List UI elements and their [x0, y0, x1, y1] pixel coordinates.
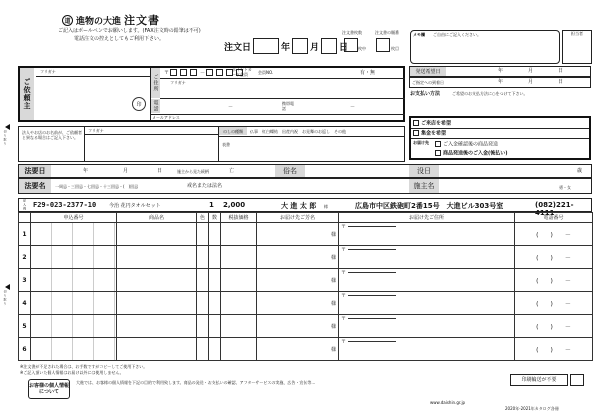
arrive-date-row	[409, 77, 591, 88]
recipient-input[interactable]	[257, 269, 339, 292]
postal-line	[348, 318, 396, 319]
row-number: 3	[19, 269, 31, 292]
payment-label: お支払い方法	[410, 91, 441, 97]
footer-note-2: ※ご記入頂いた個人情報はお届け以外には使用しません。	[20, 370, 124, 375]
payment-options	[409, 116, 591, 160]
row-number: 6	[19, 338, 31, 361]
ship-date-row	[409, 66, 591, 77]
copyright: 2020年-2021年カタログ各冊	[505, 406, 559, 411]
header-address: お届け先ご住所	[339, 213, 515, 223]
print-check-box[interactable]	[570, 374, 584, 386]
memorial-month: 月	[123, 168, 129, 174]
ship-year: 年	[498, 68, 504, 74]
row-number: 4	[19, 292, 31, 315]
row-number: 2	[19, 246, 31, 269]
postal-line	[348, 249, 396, 250]
arrive-year: 年	[498, 79, 504, 85]
postal-line	[348, 226, 396, 227]
price-input[interactable]	[221, 315, 257, 338]
price-input[interactable]	[221, 223, 257, 246]
apply-no-input[interactable]	[31, 269, 117, 292]
phone-input[interactable]: ( ) －	[515, 292, 593, 315]
apply-no-input[interactable]	[31, 338, 117, 361]
example-sama: 様	[324, 204, 328, 209]
option-cod[interactable]: 商品発送後のご入金(後払い)	[435, 150, 508, 157]
dec-mark: 亡	[229, 168, 235, 174]
memo-text: ご自由にご記入ください。	[433, 32, 481, 37]
sheet-seq-unit: 枚目	[391, 46, 399, 51]
option-cash[interactable]: ご来店を希望	[413, 120, 451, 127]
host-label: 施主名	[409, 179, 439, 193]
row-number: 1	[19, 223, 31, 246]
mobile-dash: －	[350, 104, 356, 110]
sheet-count-label: 注文書枚数	[342, 30, 362, 35]
qty-input[interactable]	[209, 292, 221, 315]
arrive-label: ご指定への到着日	[412, 80, 444, 85]
postal-mark: 〒	[164, 69, 170, 76]
phone-input[interactable]: ( ) －	[515, 246, 593, 269]
address-input[interactable]	[339, 246, 515, 269]
qty-input[interactable]	[209, 315, 221, 338]
death-date-label: 没日	[409, 165, 439, 177]
header-note-1: ご記入はボールペンでお願いします。(FAX注文時の鉛筆は不可)	[58, 28, 201, 34]
option-card[interactable]: ご入金確認後の商品発送	[435, 141, 498, 148]
brand-mark-icon: 道	[62, 15, 73, 26]
example-row	[18, 198, 592, 217]
memorial-year: 年	[83, 168, 89, 174]
customer-section-label: ご依頼主	[20, 68, 34, 120]
product-name-input[interactable]	[117, 246, 197, 269]
recipient-input[interactable]	[257, 338, 339, 361]
recipient-input[interactable]	[257, 246, 339, 269]
qty-input[interactable]	[209, 246, 221, 269]
recipient-input[interactable]	[257, 315, 339, 338]
product-name-input[interactable]	[117, 315, 197, 338]
postal-mark: 〒	[341, 339, 347, 345]
footer-note-1: ※注文書が不足された場合は、お手数ですがコピーしてご使用下さい。	[20, 364, 148, 369]
staff-label: 担当者	[571, 31, 583, 36]
example-price: 2,000	[223, 201, 246, 209]
secular-name-label: 俗名	[275, 165, 305, 177]
mobile-label: 携帯電話	[282, 101, 294, 111]
address-furigana: フリガナ	[170, 80, 186, 85]
payment-note: ご希望のお支払方法に○をつけて下さい。	[452, 91, 528, 96]
apply-no-input[interactable]	[31, 315, 117, 338]
address-input[interactable]	[339, 315, 515, 338]
color-input[interactable]	[197, 223, 209, 246]
qty-input[interactable]	[209, 338, 221, 361]
point-yn[interactable]: 有・無	[360, 70, 376, 76]
price-input[interactable]	[221, 269, 257, 292]
table-row	[19, 223, 593, 246]
postal-dash: －	[200, 69, 206, 76]
privacy-box: お客様の個人情報について	[28, 379, 70, 399]
point-card-label: ポイントカード会員	[232, 67, 252, 77]
order-date-label: 注文日	[224, 42, 252, 53]
site-url: www.daishin.gr.jp	[430, 400, 466, 405]
postal-mark: 〒	[341, 224, 347, 230]
product-name-input[interactable]	[117, 269, 197, 292]
sama-label: 様	[330, 323, 336, 330]
gender-label: 勇・女	[559, 185, 571, 190]
header-recipient: お届け先ご芳名	[257, 213, 339, 223]
order-year-input[interactable]	[253, 38, 279, 54]
memorial-name-label: 法要名	[19, 179, 51, 193]
example-code: F29-023-2377-10	[33, 201, 97, 209]
order-month-input[interactable]	[292, 38, 308, 54]
memorial-name-row	[18, 178, 592, 194]
ship-day: 日	[558, 68, 564, 74]
email-label: メールアドレス	[152, 115, 180, 120]
header-phone: 電話番号	[515, 213, 593, 223]
example-phone: (082)221-4111	[535, 201, 574, 217]
address-input[interactable]	[339, 269, 515, 292]
postal-mark: 〒	[341, 293, 347, 299]
table-row	[19, 292, 593, 315]
relation-label: 施主から見た続柄	[177, 169, 209, 174]
memo-label: メモ欄	[413, 32, 425, 37]
sama-label: 様	[330, 346, 336, 353]
table-row	[19, 315, 593, 338]
memo-box[interactable]	[410, 30, 560, 64]
memorial-row	[18, 164, 592, 178]
day-label: 日	[339, 42, 349, 53]
phone-input[interactable]: ( ) －	[515, 315, 593, 338]
memorial-day: 日	[157, 168, 163, 174]
table-row	[19, 246, 593, 269]
print-not-needed[interactable]: 印刷輪送が不要	[510, 374, 568, 386]
qty-input[interactable]	[209, 269, 221, 292]
table-header	[19, 213, 593, 223]
sama-label: 様	[330, 254, 336, 261]
cut-mark-top: 切り取り	[3, 130, 7, 146]
phone-dash: －	[228, 104, 234, 110]
postal-mark: 〒	[341, 270, 347, 276]
order-date	[224, 38, 348, 54]
arrow-left-icon	[5, 124, 10, 130]
sheet-seq-input[interactable]	[376, 38, 390, 52]
header-apply-no: 申込番号	[31, 213, 117, 223]
example-product: 今治 花円タオルセット	[109, 203, 161, 209]
year-label: 年	[281, 42, 291, 53]
sama-label: 様	[330, 300, 336, 307]
privacy-text: 大進では、お客様の個人情報を下記の目的で利用致します。商品の発送・お支払いの確認、アフターサービスの実施、広告・宣伝等…	[76, 380, 316, 385]
ship-date-label: 発送希望日	[410, 67, 446, 76]
price-input[interactable]	[221, 292, 257, 315]
sama-label: 様	[330, 277, 336, 284]
recipient-input[interactable]	[257, 292, 339, 315]
order-table	[18, 212, 592, 361]
table-row	[19, 338, 593, 361]
color-input[interactable]	[197, 292, 209, 315]
staff-box[interactable]	[562, 30, 592, 64]
precept-label: 戒名または法名	[187, 183, 223, 189]
address-input[interactable]	[339, 223, 515, 246]
address-input[interactable]	[339, 292, 515, 315]
table-row	[19, 269, 593, 292]
memorial-options[interactable]: 一周忌・三回忌・七回忌・十三回忌・( )回忌	[55, 184, 139, 189]
phone-input[interactable]: ( ) －	[515, 223, 593, 246]
option-bank[interactable]: 集金を希望	[413, 130, 446, 137]
header-product: 商品名	[117, 213, 197, 223]
noshi-label: のしの種類	[219, 127, 247, 135]
month-label: 月	[310, 42, 320, 53]
header-note-2: 電話注文の控えとしてもご利用下さい。	[74, 36, 165, 42]
example-qty: 1	[209, 201, 214, 209]
address-label: ご住所	[151, 68, 160, 98]
qty-input[interactable]	[209, 223, 221, 246]
postal-mark: 〒	[341, 316, 347, 322]
example-address: 広島市中区鉄砲町2番15号 大進ビル303号室	[355, 202, 504, 210]
postal-line	[348, 341, 396, 342]
memorial-date-label: 法要日	[19, 165, 51, 177]
page-title: 注文書	[124, 14, 161, 27]
apply-no-input[interactable]	[31, 292, 117, 315]
postal-mark: 〒	[341, 247, 347, 253]
seal-circle: 印	[132, 97, 146, 111]
example-label: 記入例	[22, 199, 27, 211]
address-input[interactable]	[339, 338, 515, 361]
phone-input[interactable]: ( ) －	[515, 338, 593, 361]
order-day-input[interactable]	[321, 38, 337, 54]
header-price: 税抜価格	[221, 213, 257, 223]
header-qty: 数	[209, 213, 221, 223]
product-name-input[interactable]	[117, 338, 197, 361]
postal-line	[348, 295, 396, 296]
product-name-input[interactable]	[117, 292, 197, 315]
delivery-label: お届け先	[413, 140, 429, 145]
color-input[interactable]	[197, 246, 209, 269]
apply-no-input[interactable]	[31, 223, 117, 246]
header-color: 色	[197, 213, 209, 223]
recipient-input[interactable]	[257, 223, 339, 246]
customer-furigana: フリガナ	[40, 69, 56, 74]
sheet-count-input[interactable]	[344, 38, 358, 52]
color-input[interactable]	[197, 269, 209, 292]
color-input[interactable]	[197, 338, 209, 361]
row-number: 5	[19, 315, 31, 338]
arrive-month: 月	[528, 79, 534, 85]
apply-no-input[interactable]	[31, 246, 117, 269]
color-input[interactable]	[197, 315, 209, 338]
product-name-input[interactable]	[117, 223, 197, 246]
example-recipient: 大 進 太 郎	[281, 202, 317, 210]
sheet-seq-label: 注文書の順番	[375, 30, 399, 35]
price-input[interactable]	[221, 246, 257, 269]
age-unit: 歳	[577, 168, 583, 174]
noshi-options[interactable]: 仏事 紅白蝶結 出産内祝 お見舞のお返し その他	[250, 129, 346, 134]
arrow-left-icon	[5, 284, 10, 290]
company-furigana: フリガナ	[88, 128, 104, 133]
arrive-day: 日	[558, 79, 564, 85]
sama-label: 様	[330, 231, 336, 238]
sheet-unit: 枚中	[358, 46, 366, 51]
price-input[interactable]	[221, 338, 257, 361]
phone-input[interactable]: ( ) －	[515, 269, 593, 292]
noshi-head-label: 表書	[222, 142, 230, 147]
company-note: 法人やお店のお名前が、ご依頼者と異なる場合はご記入下さい。	[22, 130, 82, 140]
brand-name: 進物の大進	[76, 16, 122, 27]
cut-mark-mid: 切り取り	[3, 290, 7, 306]
ship-month: 月	[528, 68, 534, 74]
postal-line	[348, 272, 396, 273]
phone-label: 電話	[152, 100, 159, 112]
brand-logo	[62, 12, 160, 28]
member-no-label: 会員NO.	[258, 70, 274, 75]
